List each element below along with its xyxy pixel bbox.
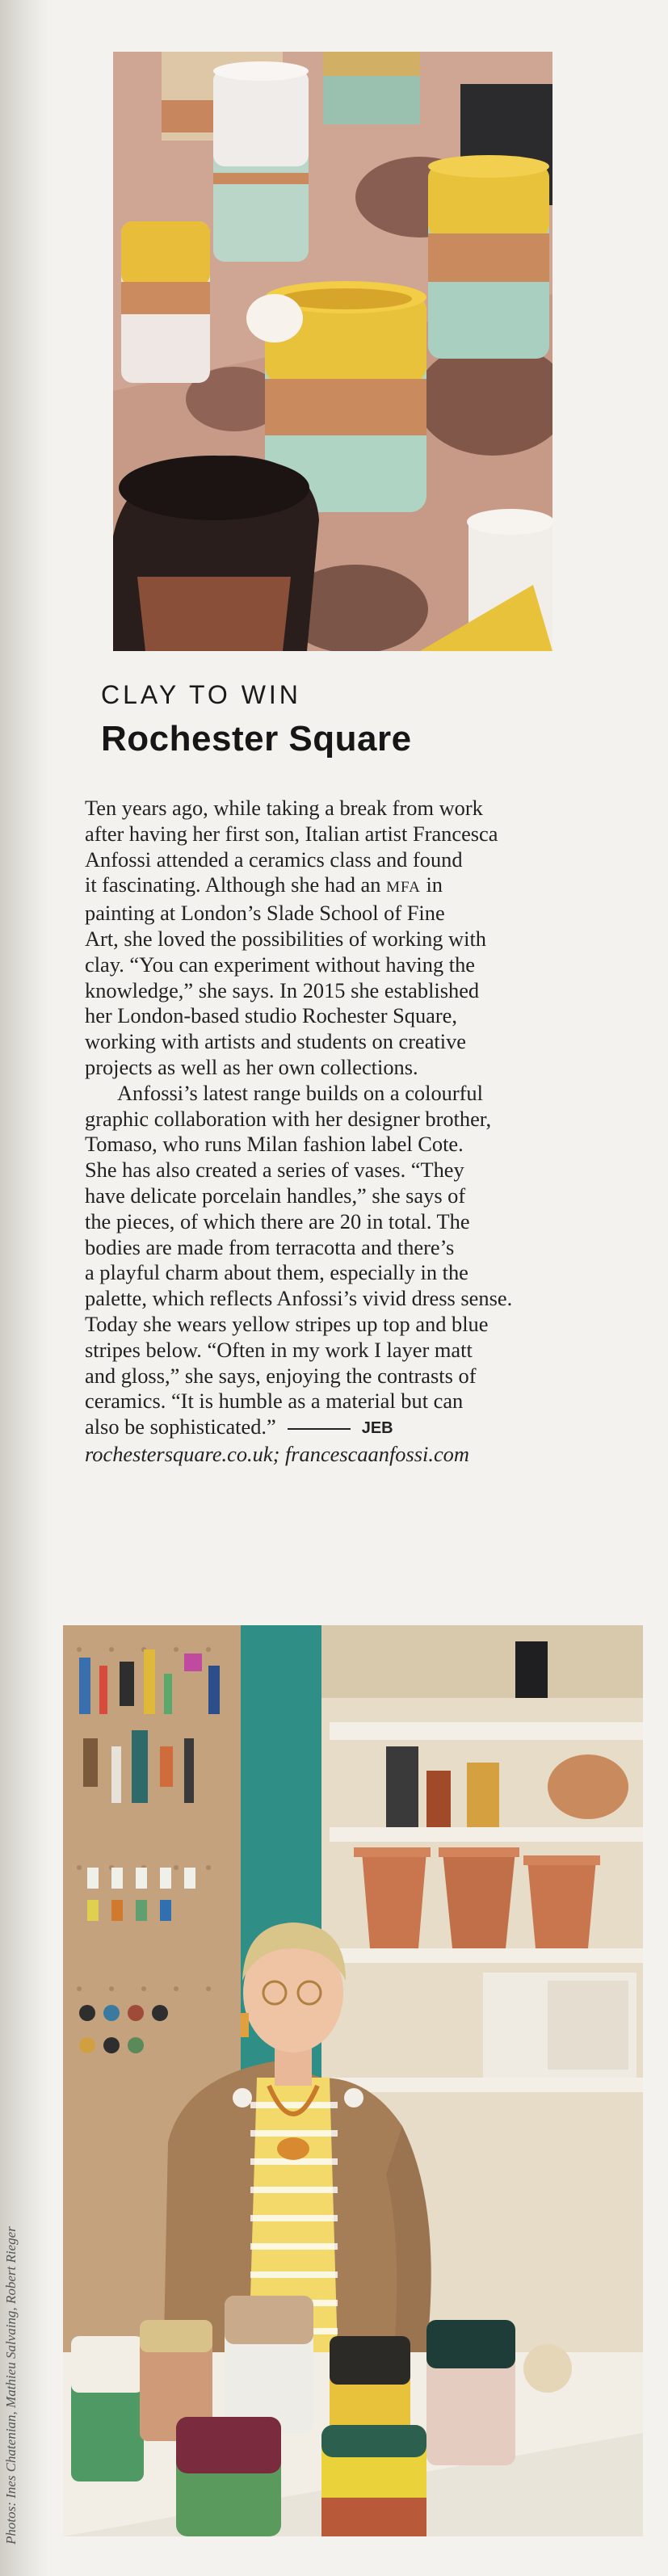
body-line: bodies are made from terracotta and there’s: [85, 1234, 455, 1259]
body-line: She has also created a series of vases. “They: [85, 1158, 464, 1183]
body-line: Ten years ago, while taking a break from work: [85, 796, 483, 820]
body-line: projects as well as her own collections.: [85, 1054, 418, 1079]
article-headline: Rochester Square: [101, 719, 412, 759]
signature-rule: [288, 1428, 351, 1430]
page-gutter-shadow: [0, 0, 48, 2576]
body-line-text: in: [426, 872, 443, 897]
mfa-abbreviation: MFA: [386, 879, 421, 897]
body-line: and gloss,” she says, enjoying the contrasts of: [85, 1363, 477, 1388]
body-line: after having her first son, Italian artist Francesca: [85, 821, 498, 846]
body-line: Today she wears yellow stripes up top and blue: [85, 1311, 489, 1336]
body-line: Anfossi attended a ceramics class and found: [85, 847, 463, 872]
body-line: her London-based studio Rochester Square,: [85, 1003, 457, 1028]
body-line-text: it fascinating. Although she had an: [85, 872, 381, 897]
body-line: Art, she loved the possibilities of working with: [85, 926, 486, 951]
body-line: painting at London’s Slade School of Fine: [85, 901, 445, 926]
body-line: clay. “You can experiment without having the: [85, 952, 475, 977]
body-line-text: also be sophisticated.”: [85, 1414, 276, 1439]
body-line: ceramics. “It is humble as a material but can: [85, 1389, 464, 1414]
website-links[interactable]: rochestersquare.co.uk; francescaanfossi.com: [85, 1441, 469, 1466]
body-line-final: [85, 1414, 610, 1442]
body-line: Tomaso, who runs Milan fashion label Cote.: [85, 1132, 464, 1157]
section-kicker: CLAY TO WIN: [101, 680, 301, 709]
body-line: a playful charm about them, especially in the: [85, 1260, 468, 1285]
ceramic-jugs-photo: [113, 52, 552, 651]
body-line: Anfossi’s latest range builds on a colourful: [117, 1080, 483, 1105]
body-line: have delicate porcelain handles,” she says of: [85, 1183, 466, 1208]
body-line: working with artists and students on creative: [85, 1029, 467, 1054]
body-line: the pieces, of which there are 20 in total. The: [85, 1208, 470, 1233]
body-line: palette, which reflects Anfossi’s vivid dress sense.: [85, 1286, 513, 1311]
artist-studio-photo: [63, 1625, 643, 2536]
body-line: stripes below. “Often in my work I layer matt: [85, 1337, 473, 1362]
photo-credit: Photos: Ines Chatenian, Mathieu Salvaing, Robert Rieger: [3, 2226, 19, 2544]
body-line: knowledge,” she says. In 2015 she established: [85, 977, 480, 1002]
body-line: graphic collaboration with her designer brother,: [85, 1106, 492, 1131]
article-body: [85, 796, 610, 1468]
body-line: [85, 872, 610, 901]
author-signature: JEB: [361, 1419, 393, 1438]
